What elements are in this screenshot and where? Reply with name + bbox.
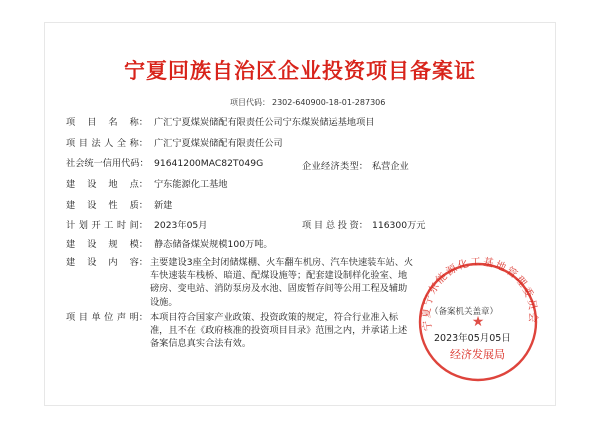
stamp-caption: （备案机关盖章） xyxy=(430,307,499,317)
project-code-label: 项目代码： xyxy=(230,98,270,107)
scale-label: 建 设 规 模： xyxy=(66,239,148,250)
credit-code-value: 91641200MAC82T049G xyxy=(154,158,264,169)
project-name-value: 广汇宁夏煤炭储配有限责任公司宁东煤炭储运基地项目 xyxy=(154,117,375,128)
economic-type-value: 私营企业 xyxy=(372,161,409,172)
location-label: 建 设 地 点： xyxy=(66,179,148,190)
content-label: 建 设 内 容： xyxy=(66,257,148,268)
declaration-label: 项 目 单 位 声 明： xyxy=(66,312,148,323)
start-time-label: 计 划 开 工 时 间： xyxy=(66,220,148,231)
nature-label: 建 设 性 质： xyxy=(66,200,148,211)
seal-star-icon: ★ xyxy=(471,314,485,330)
seal-text: 宁夏宁东能源化工基地管理委员会 xyxy=(420,256,540,332)
document-title: 宁夏回族自治区企业投资项目备案证 xyxy=(124,59,476,83)
start-time-value: 2023年05月 xyxy=(154,220,208,231)
credit-code-label: 社 会 统 一 信 用 代 码： xyxy=(66,158,149,169)
content-value: 主要建设3座全封闭储煤棚、火车翻车机房、汽车快速装车站、火车快速装车栈桥、暗道、配煤设施等；配套建设制样化验室、地磅房、变电站、消防泵房及水池、固废暂存间等公用工程及辅助设施。 xyxy=(150,257,414,308)
project-code-value: 2302-640900-18-01-287306 xyxy=(272,98,386,107)
nature-value: 新建 xyxy=(154,200,173,211)
legal-person-label: 项 目 法 人 全 称： xyxy=(66,138,148,149)
economic-type-label: 企 业 经 济 类 型： xyxy=(302,161,368,172)
legal-person-value: 广汇宁夏煤炭储配有限责任公司 xyxy=(154,138,283,149)
project-code-line xyxy=(230,97,385,108)
project-name-label: 项 目 名 称： xyxy=(66,117,148,128)
declaration-value: 本项目符合国家产业政策、投资政策的规定，符合行业准入标准，且不在《政府核准的投资项目目录》范围之内，并承诺上述备案信息真实合法有效。 xyxy=(150,312,408,350)
location-value: 宁东能源化工基地 xyxy=(154,179,228,190)
investment-value: 116300万元 xyxy=(372,220,426,231)
scale-value: 静态储备煤炭规模100万吨。 xyxy=(154,239,273,250)
investment-label: 项 目 总 投 资： xyxy=(302,220,368,231)
stamp-date: 2023年05月05日 xyxy=(434,333,511,344)
stamp-organization: 经济发展局 xyxy=(450,348,505,361)
